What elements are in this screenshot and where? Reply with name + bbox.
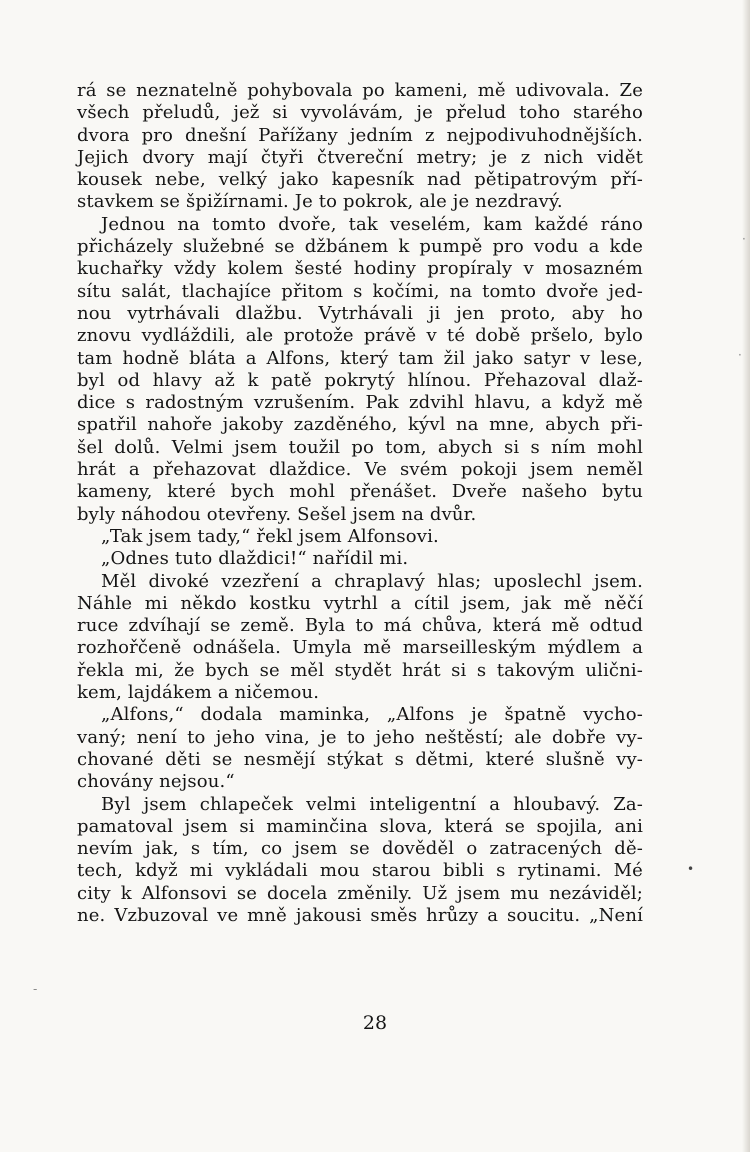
text-line: Byl jsem chlapeček velmi inteligentní a hloubavý. Za- [101,793,643,815]
text-line: kem, lajdákem a ničemou. [77,682,320,704]
margin-speck: - [33,982,38,996]
text-line: „Odnes tuto dlaždici!“ nařídil mi. [101,548,409,570]
text-line: stavkem se špižírnami. Je to pokrok, ale je nezdravý. [77,191,563,213]
text-line: byly náhodou otevřeny. Sešel jsem na dvůr. [77,503,477,525]
text-line: tech, když mi vykládali mou starou bibli s rytinami. Mé [77,860,643,882]
text-line: byl od hlavy až k patě pokrytý hlínou. Přehazoval dlaž- [77,369,643,391]
text-line: hrát a přehazovat dlaždice. Ve svém pokoji jsem neměl [77,459,643,481]
text-line: kameny, které bych mohl přenášet. Dveře našeho bytu [77,481,643,503]
text-line: chovány nejsou.“ [77,771,235,793]
text-line: rozhořčeně odnášela. Umyla mě marseilleským mýdlem a [77,637,643,659]
text-line: sítu salát, tlachajíce přitom s kočími, na tomto dvoře jed- [77,280,643,302]
text-line: nevím jak, s tím, co jsem se dověděl o zatracených dě- [77,838,643,860]
text-line: Jednou na tomto dvoře, tak veselém, kam každé ráno [101,213,643,235]
text-line: city k Alfonsovi se docela změnily. Už jsem mu nezáviděl; [77,882,643,904]
margin-speck: · [738,348,742,362]
margin-speck: · [742,232,746,246]
text-line: nou vytrhávali dlažbu. Vytrhávali ji jen proto, aby ho [77,302,643,324]
page-edge-shadow [742,0,750,1152]
text-line: dvora pro dnešní Pařížany jedním z nejpodivuhodnějších. [77,124,643,146]
text-line: řekla mi, že bych se měl stydět hrát si s takovým ulični- [77,659,643,681]
text-line: Měl divoké vzezření a chraplavý hlas; uposlechl jsem. [101,570,643,592]
text-line: ne. Vzbuzoval ve mně jakousi směs hrůzy a soucitu. „Není [77,904,643,926]
body-text [77,80,643,927]
text-line: rá se neznatelně pohybovala po kameni, mě udivovala. Ze [77,80,643,101]
text-line: „Alfons,“ dodala maminka, „Alfons je špatně vycho- [101,704,643,726]
margin-speck: • [687,862,695,876]
text-line: ruce zdvíhají se země. Byla to má chůva, která mě odtud [77,615,643,637]
text-line: znovu vydláždili, ale protože právě v té době pršelo, bylo [77,325,643,347]
page-number: 28 [362,1012,388,1034]
text-line: kousek nebe, velký jako kapesník nad pětipatrovým pří- [77,169,643,191]
text-line: všech přeludů, jež si vyvolávám, je přelud toho starého [77,102,643,124]
text-line: kuchařky vždy kolem šesté hodiny propíraly v mosazném [77,258,643,280]
text-line: Jejich dvory mají čtyři čtvereční metry; je z nich vidět [77,146,643,168]
text-line: přicházely služebné se džbánem k pumpě pro vodu a kde [77,236,643,258]
text-line: šel dolů. Velmi jsem toužil po tom, abych si s ním mohl [77,436,643,458]
text-line: dice s radostným vzrušením. Pak zdvihl hlavu, a když mě [77,392,643,414]
text-line: tam hodně bláta a Alfons, který tam žil jako satyr v lese, [77,347,643,369]
text-line: Náhle mi někdo kostku vytrhl a cítil jsem, jak mě něčí [77,592,643,614]
text-line: pamatoval jsem si maminčina slova, která se spojila, ani [77,815,643,837]
text-line: „Tak jsem tady,“ řekl jsem Alfonsovi. [101,525,439,547]
text-line: chované děti se nesmějí stýkat s dětmi, které slušně vy- [77,748,643,770]
text-line: vaný; není to jeho vina, je to jeho neštěstí; ale dobře vy- [77,726,643,748]
text-line: spatřil nahoře jakoby zazděného, kývl na mne, abych při- [77,414,643,436]
